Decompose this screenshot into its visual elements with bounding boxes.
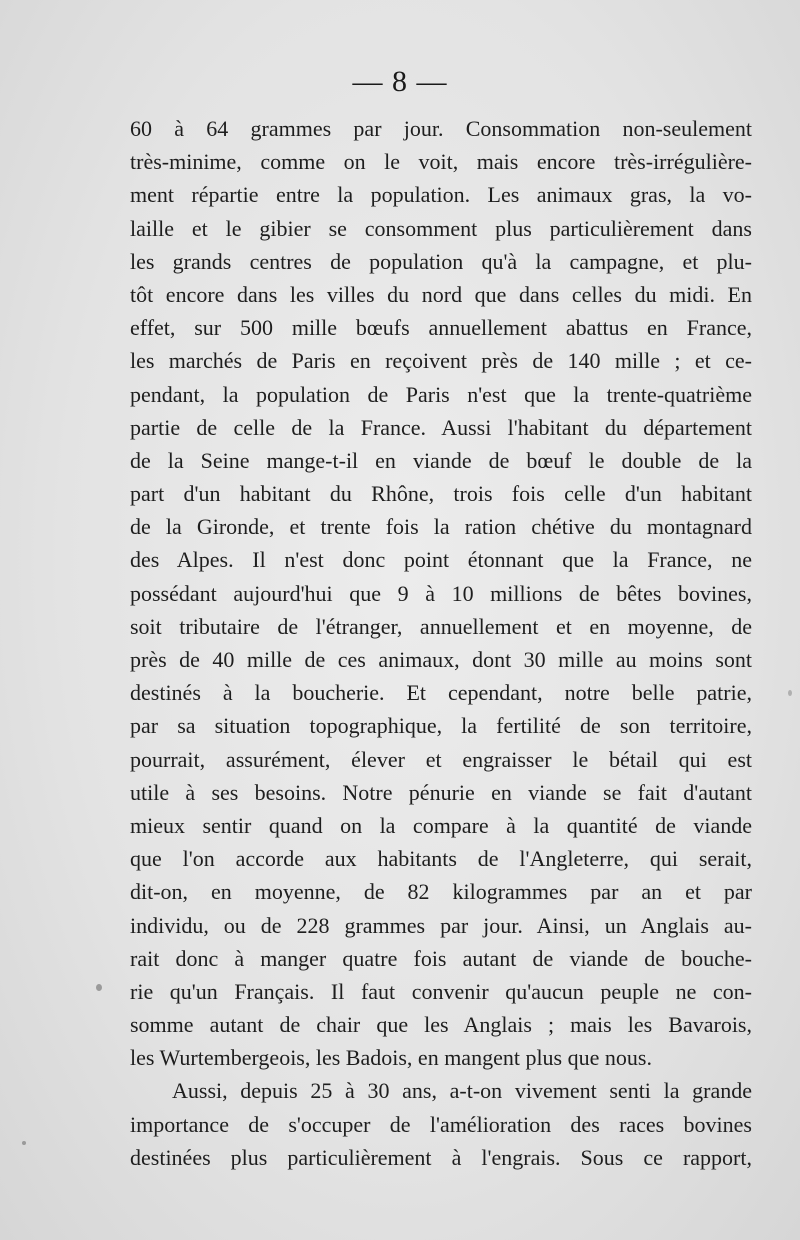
text-line: très-minime, comme on le voit, mais encore très-irrégulière- (130, 149, 752, 175)
paragraph-start-line: Aussi, depuis 25 à 30 ans, a-t-on vivement senti la grande (172, 1078, 752, 1104)
paper-speck (96, 984, 102, 991)
text-line: soit tributaire de l'étranger, annuellement et en moyenne, de (130, 613, 752, 639)
text-line: dit-on, en moyenne, de 82 kilogrammes par an et par (130, 879, 752, 905)
page-number: — 8 — (352, 65, 448, 98)
text-line: des Alpes. Il n'est donc point étonnant que la France, ne (130, 547, 752, 573)
text-line: rait donc à manger quatre fois autant de viande de bouche- (130, 945, 752, 971)
paragraph-end-line: les Wurtembergeois, les Badois, en mangent plus que nous. (130, 1045, 652, 1071)
text-line: les marchés de Paris en reçoivent près de 140 mille ; et ce- (130, 348, 752, 374)
body-text (130, 112, 752, 1174)
text-line: possédant aujourd'hui que 9 à 10 millions de bêtes bovines, (130, 580, 752, 606)
text-line: les grands centres de population qu'à la campagne, et plu- (130, 248, 752, 274)
text-line: ment répartie entre la population. Les animaux gras, la vo- (130, 182, 752, 208)
text-line: utile à ses besoins. Notre pénurie en viande se fait d'autant (130, 779, 752, 805)
text-line: par sa situation topographique, la fertilité de son territoire, (130, 713, 752, 739)
text-line: pourrait, assurément, élever et engraisser le bétail qui est (130, 746, 752, 772)
text-line: individu, ou de 228 grammes par jour. Ainsi, un Anglais au- (130, 912, 752, 938)
text-line: que l'on accorde aux habitants de l'Angleterre, qui serait, (130, 846, 752, 872)
paper-speck (788, 690, 792, 696)
text-line: mieux sentir quand on la compare à la quantité de viande (130, 812, 752, 838)
text-line: de la Seine mange-t-il en viande de bœuf le double de la (130, 447, 752, 473)
text-line: de la Gironde, et trente fois la ration chétive du montagnard (130, 514, 752, 540)
text-line: effet, sur 500 mille bœufs annuellement abattus en France, (130, 315, 752, 341)
text-line: partie de celle de la France. Aussi l'habitant du département (130, 414, 752, 440)
text-line: 60 à 64 grammes par jour. Consommation non-seulement (130, 116, 752, 141)
text-line: près de 40 mille de ces animaux, dont 30 mille au moins sont (130, 647, 752, 672)
text-line: part d'un habitant du Rhône, trois fois celle d'un habitant (130, 481, 752, 507)
text-line: destinés à la boucherie. Et cependant, notre belle patrie, (130, 680, 752, 706)
text-line: destinées plus particulièrement à l'engrais. Sous ce rapport, (130, 1144, 752, 1170)
text-line: tôt encore dans les villes du nord que dans celles du midi. En (130, 281, 752, 307)
paper-speck (22, 1141, 26, 1145)
text-line: somme autant de chair que les Anglais ; mais les Bavarois, (130, 1012, 752, 1038)
text-line: pendant, la population de Paris n'est que la trente-quatrième (130, 381, 752, 407)
text-line: laille et le gibier se consomment plus particulièrement dans (130, 215, 752, 241)
text-line: rie qu'un Français. Il faut convenir qu'aucun peuple ne con- (130, 978, 752, 1004)
text-line: importance de s'occuper de l'amélioration des races bovines (130, 1111, 752, 1137)
